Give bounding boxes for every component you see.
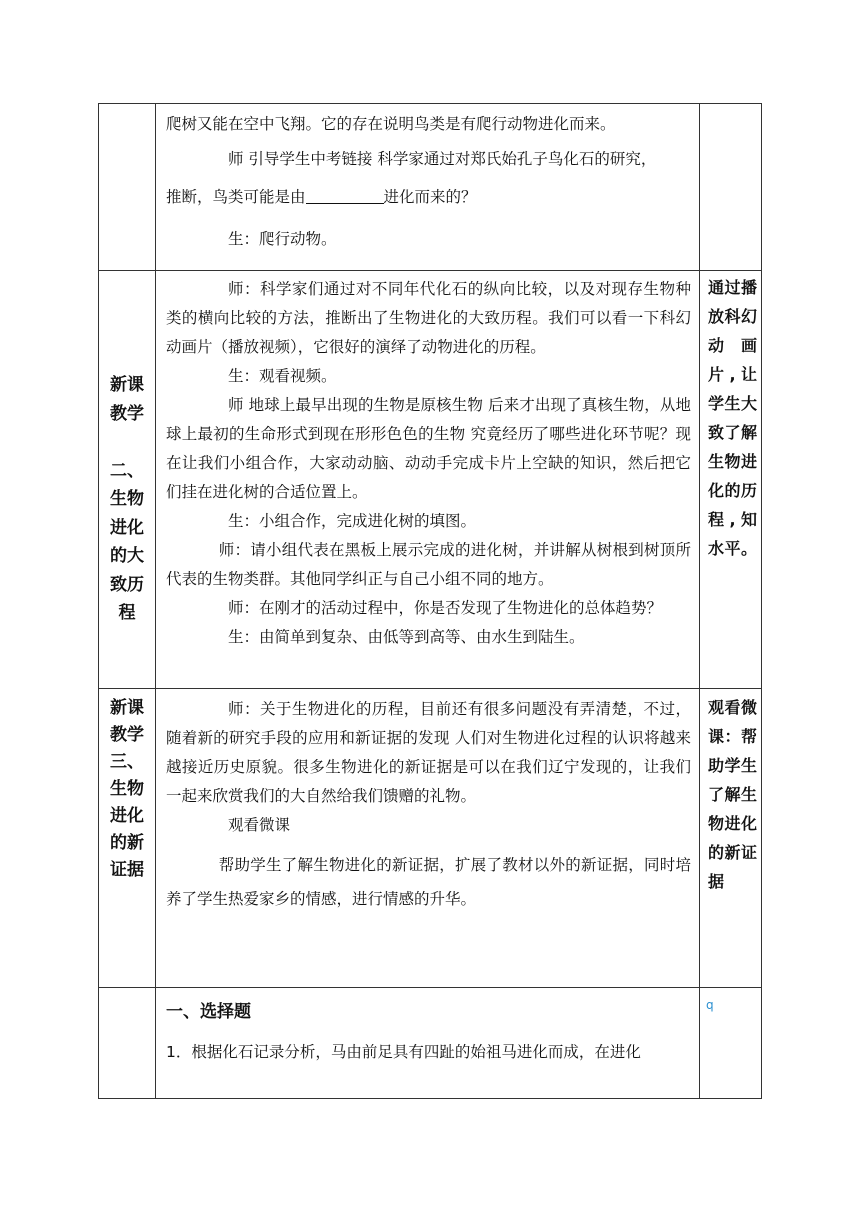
question-text: 推断，鸟类可能是由 <box>166 188 306 206</box>
purpose-cell <box>700 988 762 1099</box>
lesson-plan-table <box>98 103 762 1099</box>
content-cell <box>156 104 700 271</box>
mark-text: q <box>706 998 714 1012</box>
stage-label <box>99 689 156 988</box>
fill-blank <box>306 188 384 204</box>
paragraph: 生：由简单到复杂、由低等到高等、由水生到陆生。 <box>228 628 585 646</box>
purpose-text: 通过播放科幻动画片,让学生大致了解生物进化的历程,知水平。 <box>708 278 757 558</box>
stage-label-text: 新课教学 三、 生物 进化 的新 证据 <box>110 698 144 880</box>
purpose-cell <box>700 104 762 271</box>
paragraph: 帮助学生了解生物进化的新证据，扩展了教材以外的新证据，同时培养了学生热爱家乡的情感，进行情感的升华。 <box>166 856 691 908</box>
purpose-text: 观看微课：帮助学生了解生物进化的新证据 <box>708 698 757 891</box>
paragraph: 生：观看视频。 <box>228 367 337 385</box>
table-row <box>99 988 762 1099</box>
paragraph: 师 地球上最早出现的生物是原核生物 后来才出现了真核生物，从地球上最初的生命形式到现在形形色色的生物 究竟经历了哪些进化环节呢？现在让我们小组合作，大家动动脑、动动手完成卡片上空缺的知识，然后把它们挂在进化树的合适位置上。 <box>166 396 691 501</box>
question-text: 进化而来的？ <box>383 188 477 206</box>
paragraph: 观看微课 <box>228 816 291 834</box>
table-row <box>99 689 762 988</box>
table-row <box>99 271 762 689</box>
paragraph: 师：科学家们通过对不同年代化石的纵向比较，以及对现存生物种类的横向比较的方法，推断出了生物进化的大致历程。我们可以看一下科幻动画片（播放视频），它很好的演绎了动物进化的历程。 <box>166 280 691 356</box>
stage-label <box>99 271 156 689</box>
paragraph: 师：请小组代表在黑板上展示完成的进化树，并讲解从树根到树顶所代表的生物类群。其他同学纠正与自己小组不同的地方。 <box>166 541 691 588</box>
paragraph: 生：爬行动物。 <box>228 230 337 248</box>
paragraph: 生：小组合作，完成进化树的填图。 <box>228 512 477 530</box>
question: 1．根据化石记录分析，马由前足具有四趾的始祖马进化而成，在进化 <box>166 1043 641 1061</box>
content-cell <box>156 689 700 988</box>
paragraph: 爬树又能在空中飞翔。它的存在说明鸟类是有爬行动物进化而来。 <box>166 115 616 133</box>
paragraph: 师 引导学生中考链接 科学家通过对郑氏始孔子鸟化石的研究， <box>228 150 657 168</box>
stage-cell <box>99 988 156 1099</box>
paragraph: 师：关于生物进化的历程，目前还有很多问题没有弄清楚，不过，随着新的研究手段的应用和新证据的发现 人们对生物进化过程的认识将越来越接近历史原貌。很多生物进化的新证据是可以在我们辽宁发现的，让我们一起来欣赏我们的大自然给我们馈赠的礼物。 <box>166 700 691 805</box>
content-cell <box>156 988 700 1099</box>
paragraph-with-blank <box>166 182 691 212</box>
paragraph: 师：在刚才的活动过程中，你是否发现了生物进化的总体趋势？ <box>228 599 663 617</box>
content-cell <box>156 271 700 689</box>
table-row <box>99 104 762 271</box>
purpose-cell <box>700 271 762 689</box>
purpose-cell <box>700 689 762 988</box>
section-heading: 一、选择题 <box>166 1002 251 1022</box>
stage-label-text: 新课教学 二、生物进化的大致历程 <box>110 375 144 624</box>
stage-cell <box>99 104 156 271</box>
